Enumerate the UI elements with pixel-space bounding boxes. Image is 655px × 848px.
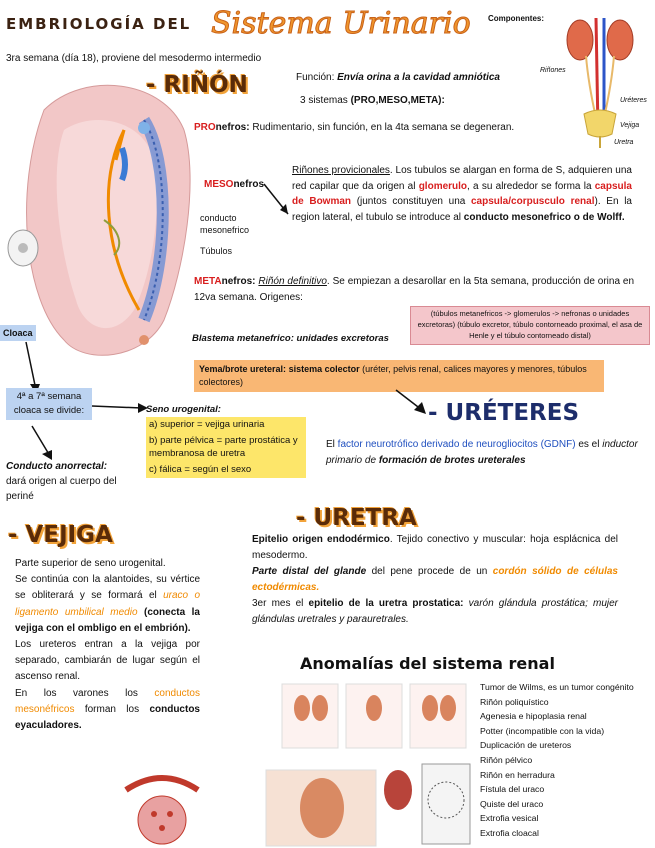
anomalia-item: Riñón poliquístico xyxy=(480,696,549,707)
blastema-note: (túbulos metanefricos -> glomerulos -> nefronas o unidades excretoras) (túbulo excretor, túbulo contorneado proximal, el asa de Henle y el túbulo contorneado distal) xyxy=(410,306,650,345)
vejiga-p4 xyxy=(15,686,200,735)
funcion-text: Envía orina a la cavidad amniótica xyxy=(337,72,500,83)
uretra-p3 xyxy=(252,596,618,628)
vejiga-conductos: conductos mesonéfricos xyxy=(15,687,200,715)
systems-line xyxy=(300,94,445,108)
metanefros-rest: nefros: xyxy=(221,276,256,287)
systems-label: 3 sistemas xyxy=(300,95,348,106)
ureteres-heading: - URÉTERES xyxy=(428,400,580,426)
anomalia-item: Quiste del uraco xyxy=(480,798,544,809)
mesonefros-red: MESO xyxy=(204,179,234,190)
anomalias-list xyxy=(480,680,650,841)
vejiga-heading: - VEJIGA xyxy=(8,522,113,548)
vejiga-p2a: Se continúa con la alantoides, su vértice se obliterará y se formará el xyxy=(15,574,200,602)
anomalia-item: Riñón en herradura xyxy=(480,769,555,780)
uretra-heading: - URETRA xyxy=(296,505,417,531)
ureteres-t4: formación de brotes ureterales xyxy=(378,454,526,466)
meso-bowman: capsula de Bowman xyxy=(292,180,632,207)
ureteres-t1: El xyxy=(326,439,338,450)
uretra-p1b: . Tejido conectivo y muscular: hoja esplácnica del mesodermo. xyxy=(252,534,618,561)
meso-p4: (juntos constituyen una xyxy=(351,196,471,207)
meso-renal: capsula/corpusculo renal xyxy=(471,196,595,207)
anorrectal-body: dará origen al cuerpo del periné xyxy=(6,476,117,502)
page-title xyxy=(6,6,476,46)
anomalia-item: Fístula del uraco xyxy=(480,784,545,795)
vejiga-p2 xyxy=(15,572,200,637)
anomalia-item: Extrofia vesical xyxy=(480,813,539,824)
label-tubulos: Túbulos xyxy=(200,246,233,256)
metanefros-def: Riñón definitivo xyxy=(258,276,327,287)
vejiga-p4c: forman los xyxy=(74,703,150,715)
funcion-label: Función: xyxy=(296,72,335,83)
anomalia-item: Potter (incompatible con la vida) xyxy=(480,725,605,736)
uretra-p2c: cordón sólido de células ectodérmicas. xyxy=(252,566,618,593)
meso-wolff: conducto mesonefrico o de Wolff. xyxy=(463,211,625,223)
vejiga-p3: Los ureteros entran a la vejiga por separado, cambiarán de lugar según el ascenso renal. xyxy=(15,638,200,683)
pronefros-line xyxy=(194,121,514,135)
meso-p5: ). En la region lateral, el tubulo se introduce al xyxy=(292,196,632,223)
metanefros-red: META xyxy=(194,276,222,287)
pronefros-text: Rudimentario, sin función, en la 4ta semana se degeneran. xyxy=(252,122,515,133)
division-arrow-left-icon xyxy=(28,424,58,464)
yema-bold: sistema colector xyxy=(288,364,360,374)
vejiga-uraco: uraco o ligamento umbilical medio xyxy=(15,590,201,618)
metanefros-text xyxy=(194,274,634,305)
meso-p2: . Los tubulos se alargan en forma de S, adquieren una red capilar que da origen al xyxy=(292,165,632,192)
uretra-p3b: epitelio de la uretra prostatica: xyxy=(308,598,464,609)
seno-urogenital xyxy=(146,403,306,478)
ureteres-t2: es el xyxy=(575,439,603,450)
nutrinotes-logo xyxy=(120,770,204,848)
ureteres-t3: inductor primario de xyxy=(326,439,638,466)
uretra-text xyxy=(252,532,618,628)
anorrectal-text xyxy=(6,459,124,504)
seno-item-c: c) fálica = según el sexo xyxy=(146,462,306,478)
ureteres-factor: factor neurotrófico derivado de neurogliocitos (GDNF) xyxy=(337,439,576,450)
uretra-p3c: varón glándula prostática; mujer glándulas uretrales y parauretrales. xyxy=(252,598,618,625)
meso-p3: , a su alrededor se forma la xyxy=(467,180,595,192)
mesonefros-arrow-icon xyxy=(262,180,292,220)
label-ureteres: Uréteres xyxy=(620,97,647,104)
uretra-p1a: Epitelio origen endodérmico xyxy=(252,534,390,545)
anomalias-title: Anomalías del sistema renal xyxy=(300,654,555,673)
rinon-heading: - RIÑÓN xyxy=(146,72,248,98)
vejiga-eyaculadores: conductos eyaculadores. xyxy=(15,703,200,731)
seno-title: Seno urogenital: xyxy=(146,404,221,415)
ureteres-arrow-icon xyxy=(392,388,432,418)
uretra-p2b: del pene procede de un xyxy=(366,566,493,577)
division-arrow-right-icon xyxy=(90,396,150,416)
anomalia-item: Extrofia cloacal xyxy=(480,827,539,838)
label-rinones: Riñones xyxy=(540,67,566,74)
components-title: Componentes: xyxy=(488,14,544,23)
uretra-p2 xyxy=(252,564,618,596)
meso-p1: Riñones provicionales xyxy=(292,165,390,176)
anorrectal-label: Conducto anorrectal: xyxy=(6,461,108,472)
title-prefix: EMBRIOLOGÍA DEL xyxy=(6,15,192,33)
uretra-p3a: 3er mes el xyxy=(252,598,309,609)
mesonefros-rest: nefros xyxy=(233,179,265,190)
subtitle: 3ra semana (día 18), proviene del mesodermo intermedio xyxy=(6,53,262,64)
label-uretra: Uretra xyxy=(614,139,634,146)
pronefros-red: PRO xyxy=(194,122,216,133)
anomalia-item: Riñón pélvico xyxy=(480,754,533,765)
uretra-p2a: Parte distal del glande xyxy=(252,566,367,577)
anomalia-item: Duplicación de ureteros xyxy=(480,740,572,751)
pronefros-rest: nefros: xyxy=(215,122,250,133)
systems-paren: (PRO,MESO,META): xyxy=(350,95,445,106)
yema-label: Yema/brote ureteral: xyxy=(199,364,287,374)
cloaca-label: Cloaca xyxy=(0,325,36,341)
embryo-small-figure xyxy=(6,228,40,268)
vejiga-text xyxy=(15,556,200,734)
anomalia-item: Agenesia e hipoplasia renal xyxy=(480,711,587,722)
blastema-label: Blastema metanefrico: unidades excretoras xyxy=(192,333,389,344)
vejiga-p4a: En los varones los xyxy=(15,687,155,699)
uretra-p1 xyxy=(252,532,618,564)
anomalias-images xyxy=(262,680,474,848)
metanefros-body: . Se empiezan a desarollar en la 5ta semana, producción de orina en 12va semana. Origenes: xyxy=(194,276,635,303)
title-script: Sistema Urinario xyxy=(211,6,471,41)
cloaca-division: 4ª a 7ª semana cloaca se divide: xyxy=(6,388,92,420)
yema-text: (uréter, pelvis renal, calices mayores y menores, túbulos colectores) xyxy=(199,364,587,388)
label-vejiga: Vejiga xyxy=(620,122,640,129)
seno-item-a: a) superior = vejiga urinaria xyxy=(146,417,306,433)
mesonefros-label xyxy=(204,178,264,192)
label-conducto-mesonefrico: conducto mesonefrico xyxy=(200,213,250,235)
funcion-line xyxy=(296,71,500,85)
vejiga-p2c: (conecta la vejiga con el ombligo en el embrión). xyxy=(15,606,200,634)
ureteres-text xyxy=(326,437,650,468)
meso-glomerulo: glomerulo xyxy=(418,180,468,192)
vejiga-p1: Parte superior de seno urogenital. xyxy=(15,558,166,569)
seno-item-b: b) parte pélvica = parte prostática y membranosa de uretra xyxy=(146,433,306,463)
anomalia-item: Tumor de Wilms, es un tumor congénito xyxy=(480,682,634,692)
mesonefros-text xyxy=(292,163,632,225)
